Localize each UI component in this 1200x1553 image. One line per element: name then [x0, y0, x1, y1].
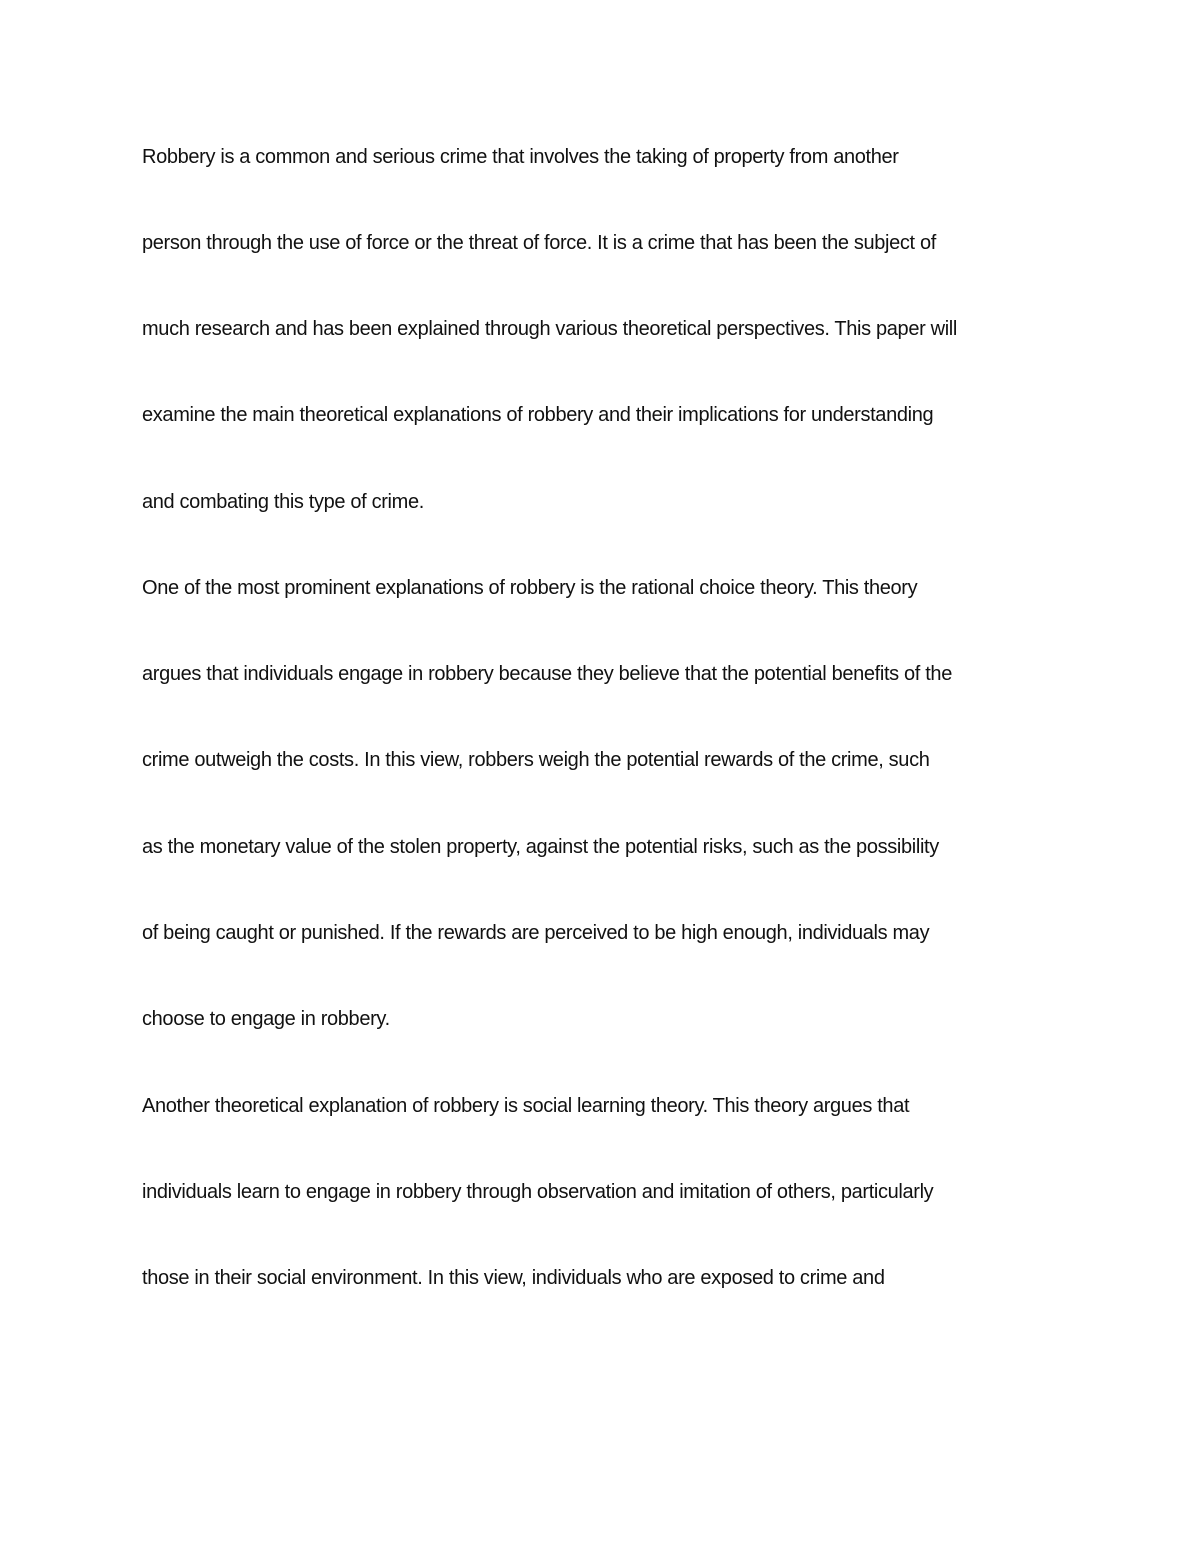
- paragraph-2-line-4: as the monetary value of the stolen property, against the potential risks, such as the possibility: [142, 836, 939, 858]
- paragraph-1-line-5: and combating this type of crime.: [142, 491, 424, 513]
- paragraph-3-line-1: Another theoretical explanation of robbery is social learning theory. This theory argues that: [142, 1095, 910, 1117]
- paragraph-1-line-1: Robbery is a common and serious crime that involves the taking of property from another: [142, 146, 899, 168]
- paragraph-2-line-6: choose to engage in robbery.: [142, 1008, 390, 1030]
- paragraph-2-line-1: One of the most prominent explanations of robbery is the rational choice theory. This theory: [142, 577, 918, 599]
- paragraph-1-line-2: person through the use of force or the threat of force. It is a crime that has been the subject of: [142, 232, 936, 254]
- paragraph-3-line-3: those in their social environment. In this view, individuals who are exposed to crime and: [142, 1267, 885, 1289]
- paragraph-2-line-3: crime outweigh the costs. In this view, robbers weigh the potential rewards of the crime, such: [142, 749, 930, 771]
- paragraph-2-line-5: of being caught or punished. If the rewards are perceived to be high enough, individuals may: [142, 922, 930, 944]
- paragraph-3-line-2: individuals learn to engage in robbery through observation and imitation of others, particularly: [142, 1181, 934, 1203]
- paragraph-1-line-4: examine the main theoretical explanations of robbery and their implications for understanding: [142, 404, 934, 426]
- paragraph-2-line-2: argues that individuals engage in robbery because they believe that the potential benefits of the: [142, 663, 952, 685]
- paragraph-1-line-3: much research and has been explained through various theoretical perspectives. This paper will: [142, 318, 957, 340]
